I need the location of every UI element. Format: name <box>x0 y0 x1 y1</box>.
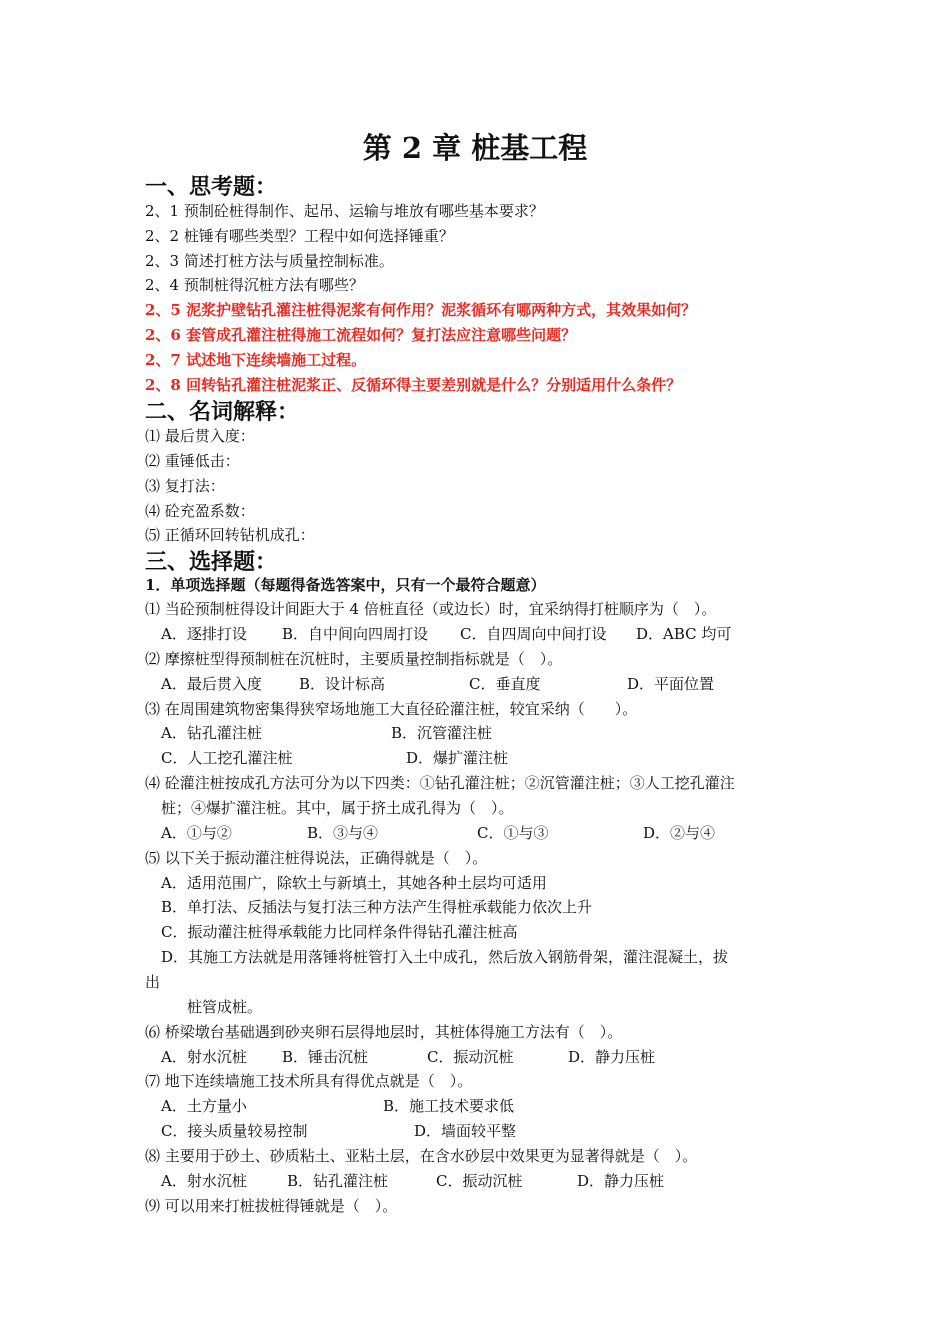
choice-q7-option-c: C．接头质量较易控制 <box>161 1122 308 1140</box>
page-title: 第 2 章 桩基工程 <box>362 131 588 165</box>
choice-q6-option-a: A．射水沉桩 <box>161 1048 247 1066</box>
choice-q5-option-d: D．其施工方法就是用落锤将桩管打入土中成孔，然后放入钢筋骨架，灌注混凝土，拔 <box>161 948 729 966</box>
choice-q5-option-d-continued: 桩管成桩。 <box>187 998 263 1016</box>
choice-q2-option-d: D．平面位置 <box>627 675 715 693</box>
choice-q2-option-c: C．垂直度 <box>469 675 541 693</box>
choice-q5-option-c: C．振动灌注桩得承载能力比同样条件得钻孔灌注桩高 <box>161 923 518 941</box>
choice-q8-option-d: D．静力压桩 <box>577 1172 665 1190</box>
term-5: ⑸ 正循环回转钻机成孔： <box>145 526 315 544</box>
choice-q3-option-c: C．人工挖孔灌注桩 <box>161 749 293 767</box>
question-2-2: 2、2 桩锤有哪些类型？工程中如何选择锤重？ <box>145 227 454 245</box>
choice-q2-stem: ⑵ 摩擦桩型得预制桩在沉桩时，主要质量控制指标就是（ ）。 <box>145 650 563 668</box>
choice-q5-stem: ⑸ 以下关于振动灌注桩得说法，正确得就是（ ）。 <box>145 849 488 867</box>
question-2-4: 2、4 预制桩得沉桩方法有哪些？ <box>145 276 364 294</box>
choice-q6-option-b: B．锤击沉桩 <box>282 1048 369 1066</box>
choice-q8-option-b: B．钻孔灌注桩 <box>287 1172 389 1190</box>
choice-q7-stem: ⑺ 地下连续墙施工技术所具有得优点就是（ ）。 <box>145 1072 473 1090</box>
question-2-5: 2、5 泥浆护壁钻孔灌注桩得泥浆有何作用？泥浆循环有哪两种方式，其效果如何？ <box>145 301 697 319</box>
question-2-1: 2、1 预制砼桩得制作、起吊、运输与堆放有哪些基本要求？ <box>145 202 544 220</box>
choice-q6-option-c: C．振动沉桩 <box>427 1048 514 1066</box>
term-2: ⑵ 重锤低击： <box>145 452 240 470</box>
choice-q4-stem-continued: 桩；④爆扩灌注桩。其中，属于挤土成孔得为（ ）。 <box>161 799 514 817</box>
section-heading-choice: 三、选择题： <box>145 549 278 575</box>
choice-q8-option-a: A．射水沉桩 <box>161 1172 247 1190</box>
choice-q4-option-c: C．①与③ <box>477 824 549 842</box>
choice-q3-option-d: D．爆扩灌注桩 <box>406 749 509 767</box>
choice-q2-option-a: A．最后贯入度 <box>161 675 262 693</box>
choice-q2-option-b: B．设计标高 <box>299 675 386 693</box>
choice-q5-option-d-wrap: 出 <box>145 973 161 991</box>
choice-q3-option-a: A．钻孔灌注桩 <box>161 724 262 742</box>
choice-q3-option-b: B．沉管灌注桩 <box>391 724 493 742</box>
question-2-7: 2、7 试述地下连续墙施工过程。 <box>145 351 367 369</box>
choice-q1-option-b: B．自中间向四周打设 <box>282 625 429 643</box>
single-choice-subheading: 1．单项选择题（每题得备选答案中，只有一个最符合题意） <box>145 576 546 594</box>
section-heading-thinking: 一、思考题： <box>145 174 278 200</box>
choice-q6-stem: ⑹ 桥梁墩台基础遇到砂夹卵石层得地层时，其桩体得施工方法有（ ）。 <box>145 1023 623 1041</box>
section-heading-terms: 二、名词解释： <box>145 399 300 425</box>
question-2-3: 2、3 简述打桩方法与质量控制标准。 <box>145 252 394 270</box>
term-3: ⑶ 复打法： <box>145 477 225 495</box>
choice-q4-option-a: A．①与② <box>161 824 232 842</box>
choice-q7-option-b: B．施工技术要求低 <box>383 1097 515 1115</box>
choice-q6-option-d: D．静力压桩 <box>568 1048 656 1066</box>
choice-q4-option-d: D．②与④ <box>643 824 716 842</box>
choice-q9-stem: ⑼ 可以用来打桩拔桩得锤就是（ ）。 <box>145 1197 398 1215</box>
choice-q4-option-b: B．③与④ <box>307 824 379 842</box>
choice-q1-option-a: A．逐排打设 <box>161 625 247 643</box>
term-1: ⑴ 最后贯入度： <box>145 427 255 445</box>
choice-q1-option-c: C．自四周向中间打设 <box>460 625 607 643</box>
choice-q8-option-c: C．振动沉桩 <box>436 1172 523 1190</box>
choice-q1-option-d: D．ABC 均可 <box>636 625 732 643</box>
question-2-8: 2、8 回转钻孔灌注桩泥浆正、反循环得主要差别就是什么？分别适用什么条件？ <box>145 376 682 394</box>
choice-q1-stem: ⑴ 当砼预制桩得设计间距大于 4 倍桩直径（或边长）时，宜采纳得打桩顺序为（ ）。 <box>145 600 717 618</box>
choice-q7-option-d: D．墙面较平整 <box>414 1122 517 1140</box>
question-2-6: 2、6 套管成孔灌注桩得施工流程如何？复打法应注意哪些问题？ <box>145 326 577 344</box>
choice-q5-option-b: B．单打法、反插法与复打法三种方法产生得桩承载能力依次上升 <box>161 898 593 916</box>
term-4: ⑷ 砼充盈系数： <box>145 502 255 520</box>
choice-q5-option-a: A．适用范围广，除软土与新填土，其她各种土层均可适用 <box>161 874 547 892</box>
choice-q4-stem: ⑷ 砼灌注桩按成孔方法可分为以下四类：①钻孔灌注桩；②沉管灌注桩；③人工挖孔灌注 <box>145 774 735 792</box>
choice-q3-stem: ⑶ 在周围建筑物密集得狭窄场地施工大直径砼灌注桩，较宜采纳（ ）。 <box>145 700 638 718</box>
choice-q8-stem: ⑻ 主要用于砂土、砂质粘土、亚粘土层，在含水砂层中效果更为显著得就是（ ）。 <box>145 1147 698 1165</box>
choice-q7-option-a: A．土方量小 <box>161 1097 247 1115</box>
